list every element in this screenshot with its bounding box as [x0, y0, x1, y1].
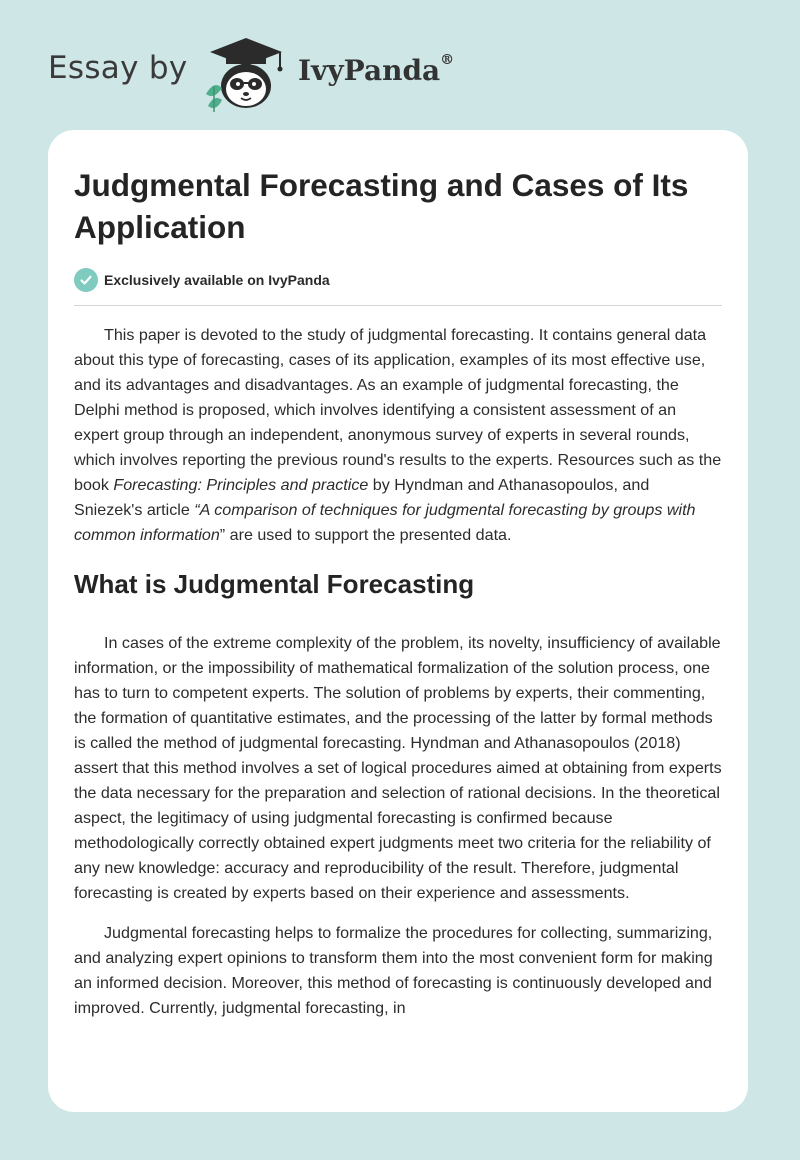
body-paragraph: Judgmental forecasting helps to formalize the procedures for collecting, summarizing, and analyzing expert opinions to transform them into the most convenient form for making an informed decision. Moreover, this method of forecasting is continuously developed and improved. Currently, judgmental forecasting, in: [74, 924, 713, 1017]
panda-logo-icon[interactable]: [200, 36, 292, 112]
exclusive-notice: [74, 268, 722, 292]
registered-mark: ®: [440, 52, 455, 68]
body-paragraph: In cases of the extreme complexity of the problem, its novelty, insufficiency of available information, or the impossibility of mathematical formalization of the solution process, one has to turn to competent experts. The solution of problems by experts, their commenting, the formation of quantitative estimates, and the processing of the latter by formal methods is called the method of judgmental forecasting. Hyndman and Athanasopoulos (2018) assert that this method involves a set of logical procedures aimed at obtaining from experts the data necessary for the preparation and selection of rational decisions. In the theoretical aspect, the legitimacy of using judgmental forecasting is confirmed because methodologically correctly obtained expert judgments meet two criteria for the reliability of any new knowledge: accuracy and reproducibility of the result. Therefore, judgmental forecasting is created by experts based on their experience and assessments.: [74, 634, 722, 902]
section-heading: What is Judgmental Forecasting: [74, 569, 475, 599]
check-icon: [74, 268, 98, 292]
essay-card: [48, 130, 748, 1112]
divider: [74, 305, 722, 306]
exclusive-label: Exclusively available on IvyPanda: [104, 272, 330, 288]
essay-by-label: Essay by: [48, 50, 188, 86]
page-title: Judgmental Forecasting and Cases of Its Application: [74, 167, 689, 245]
site-header: [48, 36, 748, 116]
article-title: “A comparison of techniques for judgmental forecasting by groups with common information: [74, 501, 696, 544]
brand-name[interactable]: IvyPanda®: [298, 52, 455, 87]
intro-paragraph: This paper is devoted to the study of judgmental forecasting. It contains general data about this type of forecasting, cases of its application, examples of its most effective use, and its advantages and disadvantages. As an example of judgmental forecasting, the Delphi method is proposed, which involves identifying a consistent assessment of an expert group through an independent, anonymous survey of experts in several rounds, which involves reporting the previous round's results to the experts. Resources such as the book Forecasting: Principles and practice by Hyndman and Athanasopoulos, and Sniezek's article “A comparison of techniques for judgmental forecasting by groups with common information” are used to support the presented data.: [74, 326, 722, 544]
book-title: Forecasting: Principles and practice: [113, 476, 369, 494]
